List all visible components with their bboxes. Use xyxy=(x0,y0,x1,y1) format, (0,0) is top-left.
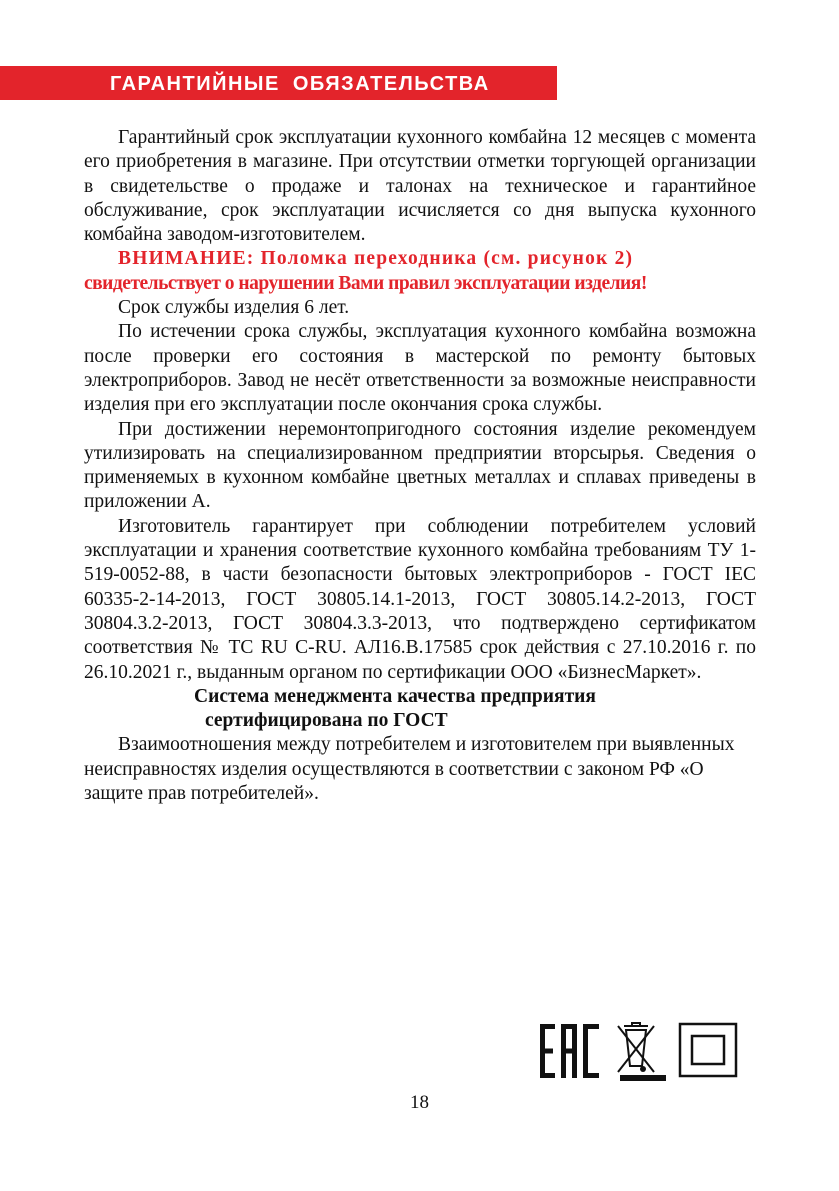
qms-line-1: Система менеджмента качества предприятия xyxy=(194,685,596,707)
page-number: 18 xyxy=(410,1092,429,1113)
qms-line-2: сертифицирована по ГОСТ xyxy=(205,710,448,732)
paragraph-certification: Изготовитель гарантирует при соблюдении потребителем условий эксплуатации и хранения соответствие кухонного комбайна требованиям ТУ 1-519-0052-88, в части безопасности бытовых электроприборов - ГОСТ IEC 60335-2-14-2013, ГОСТ 30805.14.1-2013, ГОСТ 30805.14.2-2013, ГОСТ 30804.3.2-2013, ГОСТ 30804.3.3-2013, что подтверждено сертификатом соответствия № ТС RU C-RU. АЛ16.В.17585 срок действия с 27.10.2016 г. по 26.10.2021 г., выданным органом по сертификации ООО «БизнесМаркет». xyxy=(84,515,756,683)
paragraph-service-life: Срок службы изделия 6 лет. xyxy=(118,297,350,319)
page-title: ГАРАНТИЙНЫЕ ОБЯЗАТЕЛЬСТВА xyxy=(110,73,490,95)
warning-line-1: ВНИМАНИЕ: Поломка переходника (см. рисунок 2) xyxy=(118,248,634,270)
paragraph-disposal: При достижении неремонтопригодного состояния изделие рекомендуем утилизировать на специализированном предприятии вторсырья. Сведения о применяемых в кухонном комбайне цветных металлах и сплавах приведены в приложении А. xyxy=(84,418,756,513)
crossed-bin-icon xyxy=(618,1023,654,1072)
eac-mark-icon xyxy=(540,1024,599,1078)
paragraph-after-service-life: По истечении срока службы, эксплуатация кухонного комбайна возможна после проверки его состояния в мастерской по ремонту бытовых электроприборов. Завод не несёт ответственности за возможные неисправности изделия при его эксплуатации после окончания срока службы. xyxy=(84,321,756,416)
paragraph-consumer-rights: Взаимоотношения между потребителем и изготовителем при выявленных неисправностях изделия осуществляются в соответствии с законом РФ «О защите прав потребителей». xyxy=(84,734,735,805)
warning-line-2: свидетельствует о нарушении Вами правил эксплуатации изделия! xyxy=(84,272,647,294)
paragraph-warranty-period: Гарантийный срок эксплуатации кухонного комбайна 12 месяцев с момента его приобретения в магазине. При отсутствии отметки торгующей организации в свидетельстве о продаже и талонах на техническое и гарантийное обслуживание, срок эксплуатации исчисляется со дня выпуска кухонного комбайна заводом-изготовителем. xyxy=(84,127,756,246)
warranty-text xyxy=(84,126,756,806)
double-square-icon xyxy=(680,1024,736,1076)
bin-underline-bar xyxy=(620,1075,666,1081)
certification-marks xyxy=(540,1022,740,1082)
